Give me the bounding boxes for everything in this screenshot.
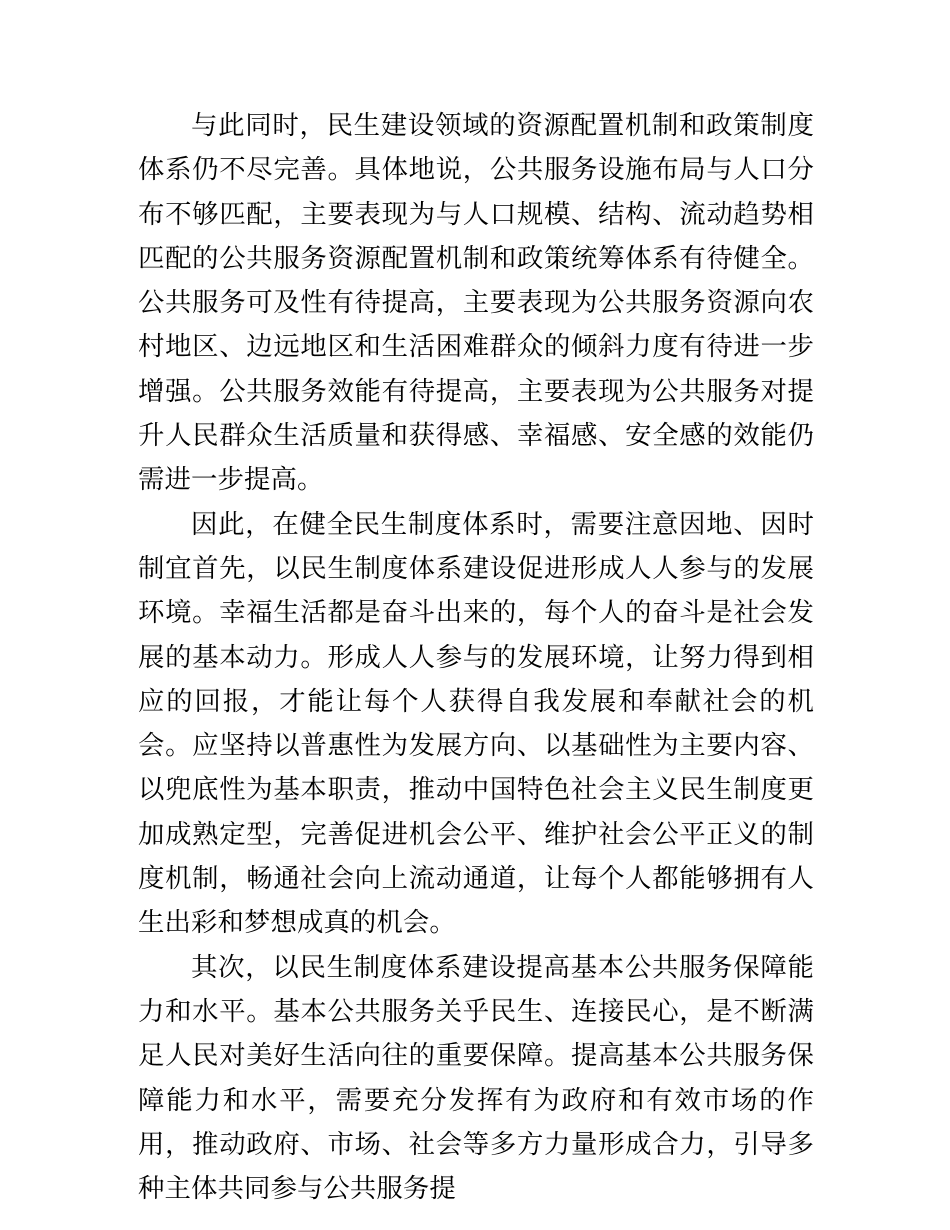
body-paragraph-1: 与此同时，民生建设领域的资源配置机制和政策制度体系仍不尽完善。具体地说，公共服务设施布局与人口分布不够匹配，主要表现为与人口规模、结构、流动趋势相匹配的公共服务资源配置机制和政策统筹体系有待健全。公共服务可及性有待提高，主要表现为公共服务资源向农村地区、边远地区和生活困难群众的倾斜力度有待进一步增强。公共服务效能有待提高，主要表现为公共服务对提升人民群众生活质量和获得感、幸福感、安全感的效能仍需进一步提高。 — [138, 110, 814, 496]
body-paragraph-2: 因此，在健全民生制度体系时，需要注意因地、因时制宜首先，以民生制度体系建设促进形成人人参与的发展环境。幸福生活都是奋斗出来的，每个人的奋斗是社会发展的基本动力。形成人人参与的发展环境，让努力得到相应的回报，才能让每个人获得自我发展和奉献社会的机会。应坚持以普惠性为发展方向、以基础性为主要内容、以兜底性为基本职责，推动中国特色社会主义民生制度更加成熟定型，完善促进机会公平、维护社会公平正义的制度机制，畅通社会向上流动通道，让每个人都能够拥有人生出彩和梦想成真的机会。 — [138, 508, 814, 939]
document-text-column — [138, 104, 814, 1211]
body-paragraph-3: 其次，以民生制度体系建设提高基本公共服务保障能力和水平。基本公共服务关乎民生、连接民心，是不断满足人民对美好生活向往的重要保障。提高基本公共服务保障能力和水平，需要充分发挥有为政府和有效市场的作用，推动政府、市场、社会等多方力量形成合力，引导多种主体共同参与公共服务提 — [138, 951, 814, 1205]
